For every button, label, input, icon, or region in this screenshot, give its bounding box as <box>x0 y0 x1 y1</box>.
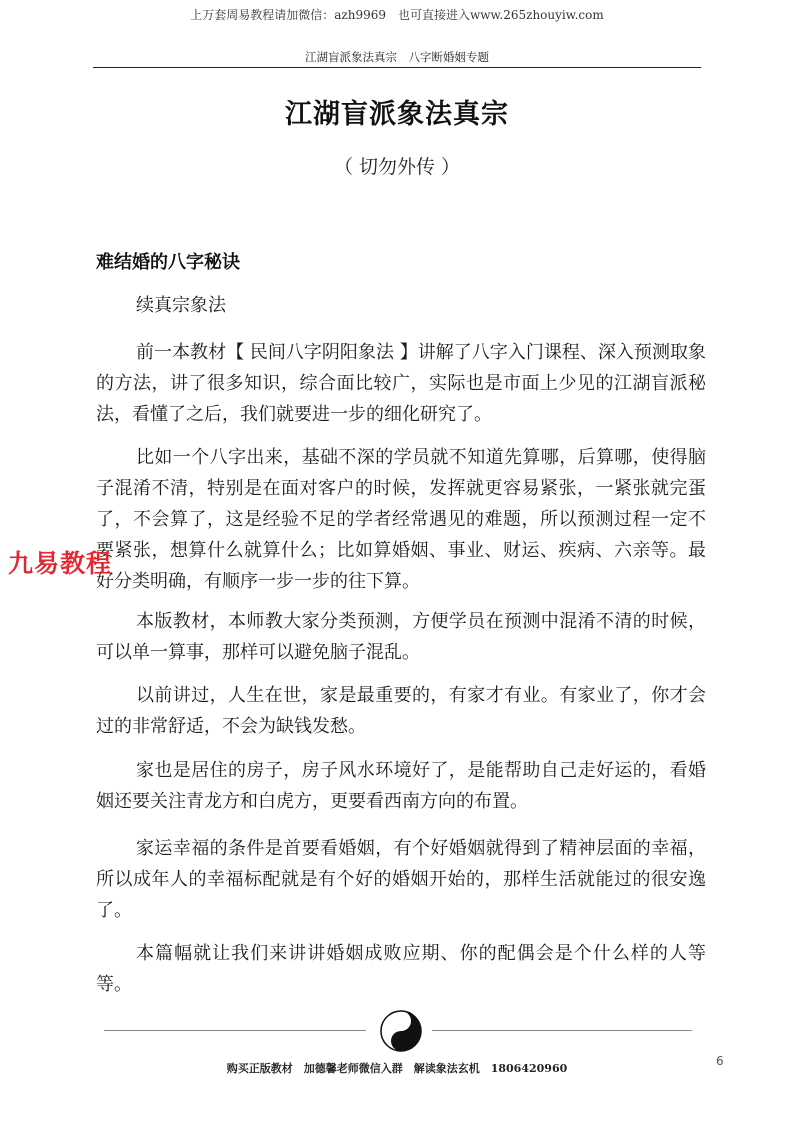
paragraph: 续真宗象法 <box>136 295 226 316</box>
paragraph: 本版教材，本师教大家分类预测，方便学员在预测中混淆不清的时候，可以单一算事，那样可以避免脑子混乱。 <box>96 611 706 663</box>
yin-yang-icon <box>379 1009 423 1053</box>
watermark: 九易教程 <box>8 549 113 578</box>
paragraph: 以前讲过，人生在世，家是最重要的，有家才有业。有家业了，你才会过的非常舒适，不会为缺钱发愁。 <box>96 685 706 737</box>
paragraph: 家运幸福的条件是首要看婚姻，有个好婚姻就得到了精神层面的幸福，所以成年人的幸福标配就是有个好的婚姻开始的，那样生活就能过的很安逸了。 <box>96 838 706 921</box>
document-subtitle: （ 切勿外传 ） <box>333 156 461 178</box>
paragraph: 家也是居住的房子，房子风水环境好了，是能帮助自己走好运的，看婚姻还要关注青龙方和白虎方，更要看西南方向的布置。 <box>96 760 706 812</box>
paragraph: 本篇幅就让我们来讲讲婚姻成败应期、你的配偶会是个什么样的人等等。 <box>96 943 706 995</box>
footer-rule-right <box>432 1030 692 1031</box>
paragraph: 比如一个八字出来，基础不深的学员就不知道先算哪，后算哪，使得脑子混淆不清，特别是在面对客户的时候，发挥就更容易紧张，一紧张就完蛋了，不会算了，这是经验不足的学者经常遇见的难题，所以预测过程一定不要紧张，想算什么就算什么；比如算婚姻、事业、财运、疾病、六亲等。最好分类明确，有顺序一步一步的往下算。 <box>96 447 706 592</box>
section-heading: 难结婚的八字秘诀 <box>96 252 240 273</box>
page-number: 6 <box>716 1054 724 1068</box>
footer-text: 购买正版教材 加德馨老师微信入群 解读象法玄机 1806420960 <box>226 1062 568 1075</box>
footer-rule-left <box>104 1030 366 1031</box>
paragraph: 前一本教材【 民间八字阴阳象法 】讲解了八字入门课程、深入预测取象的方法，讲了很多知识，综合面比较广，实际也是市面上少见的江湖盲派秘法，看懂了之后，我们就要进一步的细化研究了。 <box>96 342 706 425</box>
header-rule <box>93 67 701 68</box>
top-notice: 上万套周易教程请加微信：azh9969 也可直接进入www.265zhouyiw.com <box>190 8 604 22</box>
running-header: 江湖盲派象法真宗 八字断婚姻专题 <box>305 50 489 64</box>
document-title: 江湖盲派象法真宗 <box>285 99 509 130</box>
